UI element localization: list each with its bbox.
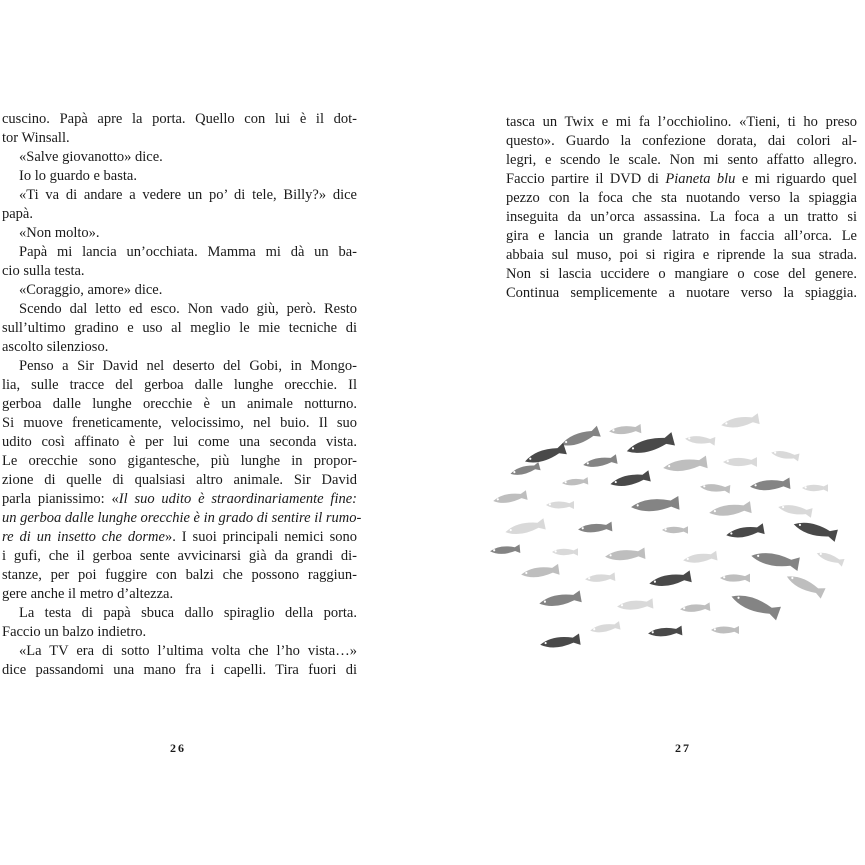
fish-icon: [708, 501, 751, 519]
text-line: [506, 284, 857, 303]
fish-icon: [784, 571, 825, 598]
text-line: [2, 129, 357, 148]
fish-icon: [490, 544, 521, 555]
text-line: [2, 642, 357, 661]
fish-icon: [685, 434, 716, 445]
right-page-text: [506, 113, 857, 303]
text-run: «Non molto».: [19, 225, 100, 241]
text-line: [2, 509, 362, 528]
text-run: cio sulla testa.: [2, 263, 85, 279]
text-run: legri, e scendo le scale. Non mi sento affatto allegro.: [506, 152, 857, 168]
fish-icon: [523, 443, 567, 467]
fish-icon: [662, 456, 707, 475]
text-run: questo». Guardo la confezione dorata, dai colori al-: [506, 133, 857, 149]
text-run: papà.: [2, 206, 33, 222]
text-line: [2, 433, 357, 452]
fish-icon: [520, 564, 559, 580]
text-line: [2, 604, 357, 623]
text-run: Papà mi lancia un’occhiata. Mamma mi dà un ba-: [19, 244, 357, 260]
fish-icon: [585, 572, 616, 583]
text-run: Scendo dal letto ed esco. Non vado giù, però. Resto: [19, 301, 357, 317]
fish-icon: [617, 598, 654, 611]
fish-icon: [609, 424, 642, 436]
text-run: abbaia sul muso, poi si rigira e riprende la sua strada.: [506, 247, 857, 263]
text-run: gira e lancia un grande latrato in faccia all’orca. Le: [506, 228, 857, 244]
fish-icon: [720, 574, 750, 583]
text-line: [2, 186, 357, 205]
text-line: [506, 246, 857, 265]
text-line: [2, 167, 357, 186]
fish-icon: [648, 626, 683, 639]
text-run: gere anche il metro d’altezza.: [2, 586, 174, 602]
text-line: [506, 151, 857, 170]
text-line: [506, 208, 857, 227]
text-line: [2, 452, 357, 471]
text-line: [2, 490, 357, 509]
text-run: inseguita da un’orca assassina. La foca a un tratto si: [506, 209, 857, 225]
fish-icon: [792, 518, 838, 542]
text-line: [2, 528, 357, 547]
fish-icon: [815, 549, 844, 566]
text-run: sull’ultimo gradino e uso al meglio le mie tecniche di: [2, 320, 357, 336]
text-line: [2, 110, 357, 129]
text-run: Le orecchie sono gigantesche, più lunghe in propor-: [2, 453, 357, 469]
fish-icon: [539, 634, 580, 651]
text-run: zione di quelle di qualsiasi altro animale. Sir David: [2, 472, 357, 488]
text-run: pezzo con la foca che sta nuotando verso la spiaggia: [506, 190, 857, 206]
text-run: Faccio partire il DVD di: [506, 171, 666, 187]
text-run: Si muove freneticamente, velocissimo, nel buio. Il suo: [2, 415, 357, 431]
fish-icon: [662, 526, 688, 533]
fish-icon: [589, 621, 620, 635]
fish-icon: [504, 518, 546, 538]
fish-icon: [725, 523, 764, 540]
text-run: parla pianissimo: «: [2, 491, 119, 507]
text-line: [2, 338, 357, 357]
fish-icon: [582, 454, 617, 470]
fish-icon: [711, 626, 739, 634]
text-line: [2, 148, 357, 167]
fish-icon: [559, 426, 601, 451]
text-run: udito così affinato è per lui come una seconda vista.: [2, 434, 357, 450]
text-run: i gufi, che il gerboa sente avvicinarsi già da grandi di-: [2, 548, 357, 564]
fish-icon: [771, 449, 800, 462]
fish-icon: [720, 413, 759, 430]
page-number-right: 27: [675, 741, 691, 755]
fish-icon: [729, 590, 781, 621]
text-run: «Ti va di andare a vedere un po’ di tele, Billy?» dice: [19, 187, 357, 203]
text-line: [506, 265, 857, 284]
text-line: [2, 661, 357, 680]
text-line: [2, 566, 357, 585]
fish-icon: [546, 501, 574, 509]
fish-icon: [562, 477, 589, 487]
school-of-fish-icon: [485, 410, 860, 660]
fish-icon: [723, 457, 757, 467]
text-line: [2, 471, 357, 490]
text-run: Continua semplicemente a nuotare verso la spiaggia.: [506, 285, 857, 301]
text-run: lia, sulle tracce del gerboa dalle lunghe orecchie. Il: [2, 377, 357, 393]
text-line: [2, 300, 357, 319]
fish-icon: [552, 548, 578, 555]
text-run: dice passandomi una mano fra i capelli. Tira fuori di: [2, 662, 357, 678]
text-line: [2, 319, 357, 338]
text-run: gerboa dalle lunghe orecchie è un animale notturno.: [2, 396, 357, 412]
text-line: [2, 414, 357, 433]
fish-icon: [700, 482, 731, 493]
text-run: «La TV era di sotto l’ultima volta che l’ho vista…»: [19, 643, 357, 659]
italic-run: re di un insetto che dorme: [2, 529, 165, 545]
text-run: La testa di papà sbuca dallo spiraglio della porta.: [19, 605, 357, 621]
text-line: [506, 227, 857, 246]
text-run: tasca un Twix e mi fa l’occhiolino. «Tieni, ti ho preso: [506, 114, 857, 130]
left-page-text: [2, 110, 362, 680]
fish-icon: [492, 490, 527, 506]
text-line: [2, 376, 357, 395]
italic-run: un gerboa dalle lunghe orecchie è in grado di sentire il rumo-: [2, 510, 362, 526]
fish-icon: [538, 590, 581, 609]
text-line: [2, 281, 357, 300]
text-run: ». I suoi principali nemici sono: [164, 529, 358, 545]
fish-icon: [777, 502, 812, 518]
fish-icon: [605, 548, 646, 563]
fish-icon: [750, 549, 800, 571]
text-line: [2, 547, 357, 566]
fish-icon: [648, 570, 691, 589]
text-line: [2, 395, 357, 414]
text-line: [2, 205, 357, 224]
text-run: «Salve giovanotto» dice.: [19, 149, 163, 165]
text-line: [506, 189, 857, 208]
text-line: [506, 170, 857, 189]
text-line: [2, 623, 357, 642]
text-line: [506, 113, 857, 132]
fish-icon: [509, 462, 540, 478]
text-run: stanze, per poi fuggire con balzi che possono raggiun-: [2, 567, 357, 583]
text-line: [2, 243, 357, 262]
fish-icon: [682, 551, 717, 565]
fish-icon: [630, 496, 679, 514]
page-number-left: 26: [170, 741, 186, 755]
text-line: [2, 357, 357, 376]
text-line: [506, 132, 857, 151]
italic-run: Pianeta blu: [665, 171, 736, 187]
fish-illustration: [485, 410, 860, 660]
fish-icon: [680, 602, 711, 613]
fish-icon: [578, 522, 613, 535]
text-run: e mi riguardo quel: [735, 171, 857, 187]
text-line: [2, 262, 357, 281]
text-run: Faccio un balzo indietro.: [2, 624, 147, 640]
fish-icon: [802, 484, 828, 491]
text-run: ascolto silenzioso.: [2, 339, 109, 355]
text-run: cuscino. Papà apre la porta. Quello con lui è il dot-: [2, 111, 357, 127]
italic-run: Il suo udito è straordinariamente fine:: [118, 491, 357, 507]
fish-icon: [625, 432, 675, 458]
text-run: «Coraggio, amore» dice.: [19, 282, 163, 298]
text-line: [2, 224, 357, 243]
fish-icon: [750, 478, 791, 493]
fish-icon: [609, 470, 651, 490]
text-run: Penso a Sir David nel deserto del Gobi, in Mongo-: [19, 358, 357, 374]
text-line: [2, 585, 357, 604]
text-run: tor Winsall.: [2, 130, 70, 146]
text-run: Non si lascia uccidere o mangiare o cose del genere.: [506, 266, 857, 282]
text-run: Io lo guardo e basta.: [19, 168, 137, 184]
